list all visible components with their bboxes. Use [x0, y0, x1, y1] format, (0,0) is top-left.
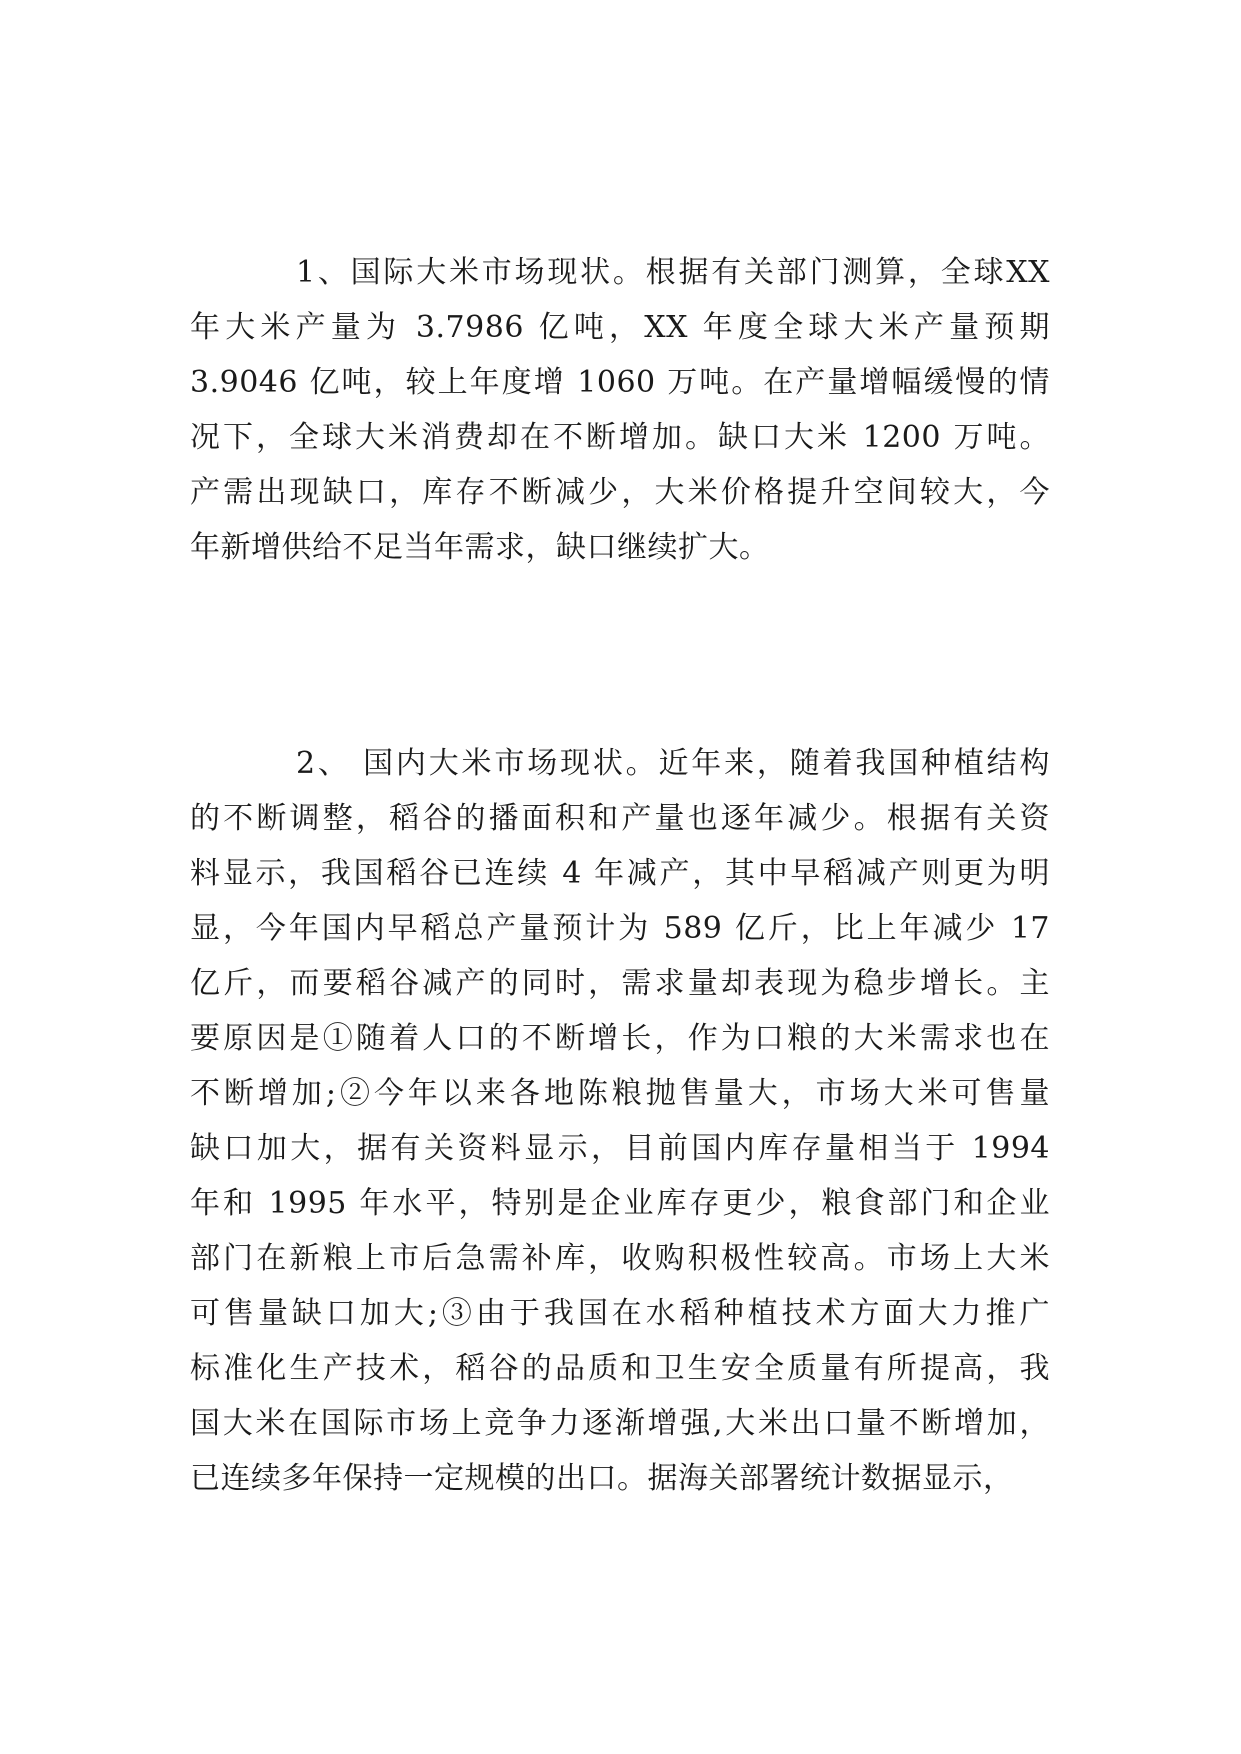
text-line: 显，今年国内早稻总产量预计为 589 亿斤，比上年减少 17: [190, 911, 1050, 946]
text-line: 2、 国内大米市场现状。近年来，随着我国种植结构: [296, 746, 1050, 781]
text-line: 产需出现缺口，库存不断减少，大米价格提升空间较大，今: [190, 475, 1050, 510]
text-line: 标准化生产技术，稻谷的品质和卫生安全质量有所提高，我: [190, 1351, 1050, 1386]
text-line: 况下，全球大米消费却在不断增加。缺口大米 1200 万吨。: [190, 420, 1050, 455]
text-line: 要原因是①随着人口的不断增长，作为口粮的大米需求也在: [190, 1021, 1050, 1056]
text-line: 的不断调整，稻谷的播面积和产量也逐年减少。根据有关资: [190, 801, 1050, 836]
text-line: 不断增加;②今年以来各地陈粮抛售量大，市场大米可售量: [190, 1076, 1050, 1111]
text-line: 缺口加大，据有关资料显示，目前国内库存量相当于 1994: [190, 1131, 1050, 1166]
text-line: 部门在新粮上市后急需补库，收购积极性较高。市场上大米: [190, 1241, 1050, 1276]
text-line: 可售量缺口加大;③由于我国在水稻种植技术方面大力推广: [190, 1296, 1050, 1331]
text-line: 已连续多年保持一定规模的出口。据海关部署统计数据显示，: [190, 1461, 1014, 1496]
text-line: 年大米产量为 3.7986 亿吨，XX 年度全球大米产量预期: [190, 310, 1050, 345]
text-line: 1、国际大米市场现状。根据有关部门测算，全球XX: [296, 255, 1050, 290]
text-line: 年和 1995 年水平，特别是企业库存更少，粮食部门和企业: [190, 1186, 1050, 1221]
text-line: 国大米在国际市场上竞争力逐渐增强,大米出口量不断增加，: [190, 1406, 1050, 1441]
text-line: 料显示，我国稻谷已连续 4 年减产，其中早稻减产则更为明: [190, 856, 1050, 891]
text-line: 3.9046 亿吨，较上年度增 1060 万吨。在产量增幅缓慢的情: [190, 365, 1050, 400]
text-line: 亿斤，而要稻谷减产的同时，需求量却表现为稳步增长。主: [190, 966, 1050, 1001]
text-line: 年新增供给不足当年需求，缺口继续扩大。: [190, 530, 770, 565]
